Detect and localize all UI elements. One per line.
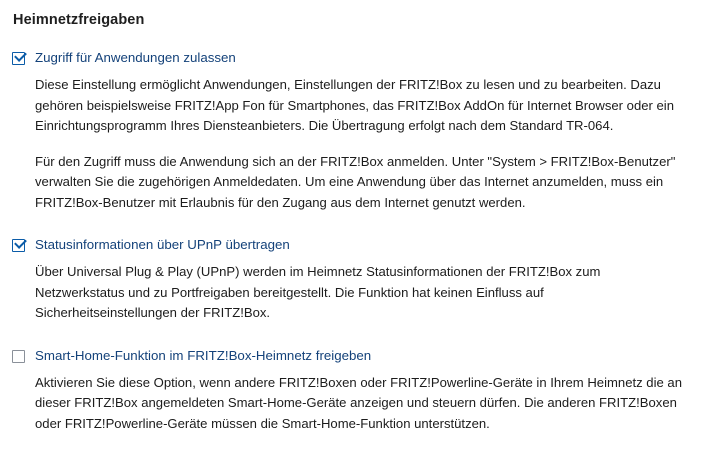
description-paragraph: Über Universal Plug & Play (UPnP) werden im Heimnetz Statusinformationen der FRITZ!Box zum Netzwerkstatus und zu Portfreigaben bereitgestellt. Die Funktion hat keinen Einfluss auf Sicherheitseinstellungen der FRITZ!Box. xyxy=(35,264,601,320)
option-description xyxy=(35,262,689,324)
option-description xyxy=(35,373,689,435)
option-description xyxy=(35,75,689,213)
description-paragraph: Für den Zugriff muss die Anwendung sich an der FRITZ!Box anmelden. Unter "System > FRITZ!Box-Benutzer" verwalten Sie die zugehörigen Anmeldedaten. Um eine Anwendung über das Internet anzumelden, muss ein FRITZ!Box-Benutzer mit Erlaubnis für den Zugang aus dem Internet genutzt werden. xyxy=(35,153,676,210)
option-transmit-status-upnp xyxy=(12,237,689,324)
option-header-row[interactable] xyxy=(12,348,689,364)
option-header-row[interactable] xyxy=(12,50,689,66)
checkbox-checked-icon[interactable] xyxy=(12,52,25,65)
checkbox-checked-icon[interactable] xyxy=(12,239,25,252)
option-allow-application-access xyxy=(12,50,689,213)
option-label[interactable]: Zugriff für Anwendungen zulassen xyxy=(35,50,236,65)
option-share-smart-home-function xyxy=(12,348,689,435)
description-paragraph: Aktivieren Sie diese Option, wenn andere FRITZ!Boxen oder FRITZ!Powerline-Geräte in Ihrem Heimnetz die an dieser FRITZ!Box angemeldeten Smart-Home-Geräte anzeigen und steuern dürfen. Die anderen FRITZ!Boxen oder FRITZ!Powerline-Geräte müssen die Smart-Home-Funktion unterstützen. xyxy=(35,374,682,431)
option-label[interactable]: Smart-Home-Funktion im FRITZ!Box-Heimnetz freigeben xyxy=(35,347,372,363)
option-label[interactable]: Statusinformationen über UPnP übertragen xyxy=(35,237,290,252)
option-header-row[interactable] xyxy=(12,237,689,253)
description-paragraph: Diese Einstellung ermöglicht Anwendungen, Einstellungen der FRITZ!Box zu lesen und zu bearbeiten. Dazu gehören beispielsweise FRITZ!App Fon für Smartphones, das FRITZ!Box AddOn für Internet Browser oder ein Einrichtungsprogramm Ihres Diensteanbieters. Die Übertragung erfolgt nach dem Standard TR-064. xyxy=(35,77,674,133)
checkbox-unchecked-icon[interactable] xyxy=(12,350,25,363)
page-title: Heimnetzfreigaben xyxy=(13,12,145,28)
